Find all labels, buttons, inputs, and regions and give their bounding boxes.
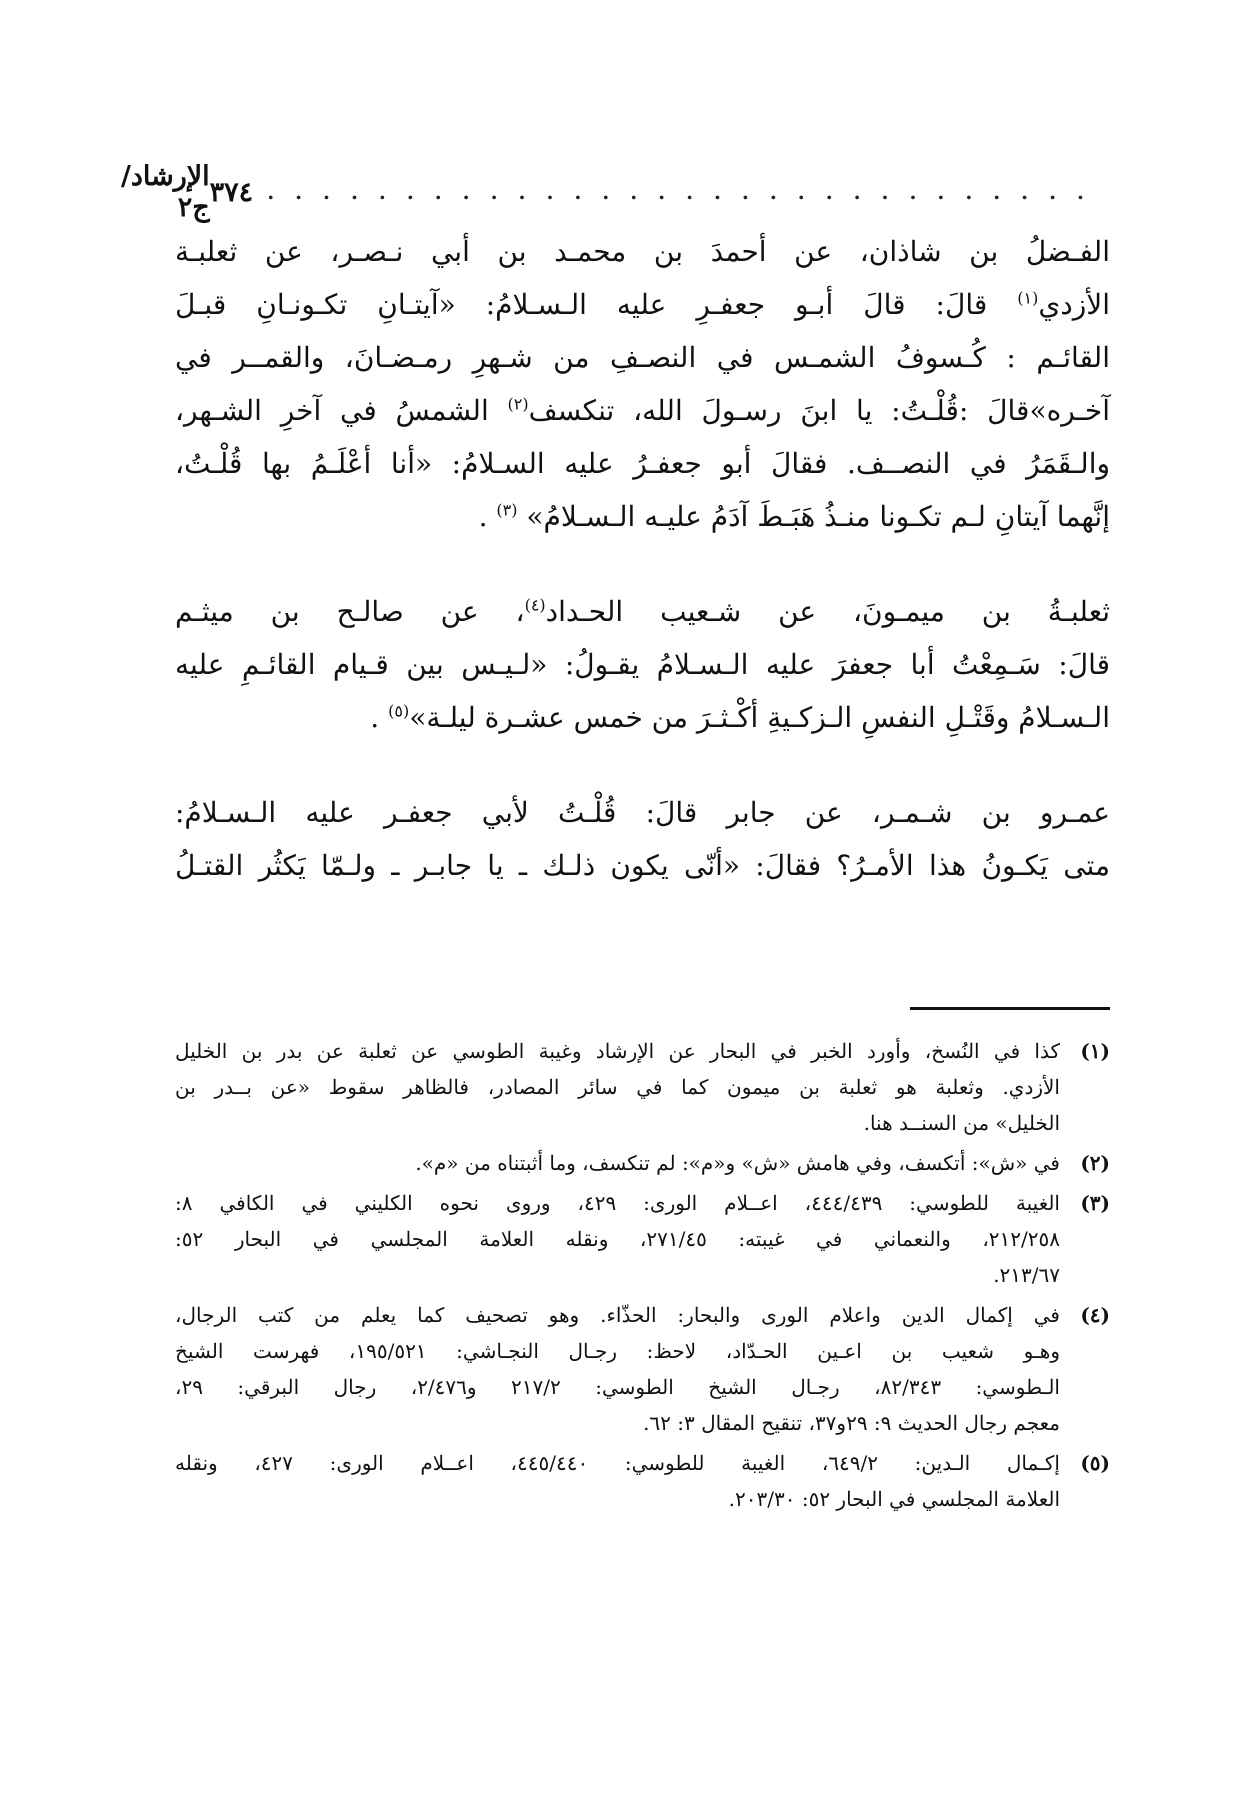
- footnote-line: ٢١٢/٢٥٨، والنعماني في غيبته: ٢٧١/٤٥، ونقله العلامة المجلسي في البحار ٥٢:: [175, 1227, 1060, 1251]
- text-segment: .: [370, 701, 389, 734]
- footnote-number: (٥): [1080, 1451, 1110, 1475]
- text-segment: الـسـلامُ وقَتْـلِ النفسِ الـزكـيةِ أكْـثـرَ من خمس عشـرة ليلـة»: [409, 701, 1110, 734]
- footnote-number: (٢): [1080, 1151, 1110, 1175]
- text-line: والـقَمَرُ في النصــف. فقالَ أبو جعفـرُ عليه السـلامُ: «أنا أعْلَـمُ بها قُلْـتُ،: [175, 447, 1110, 480]
- text-segment: قالَ: قالَ أبـو جعفـرِ عليه الـسـلامُ: «آيتـانِ تكـونـانِ قبـلَ: [175, 288, 988, 321]
- footnote-marker[interactable]: (٥): [388, 701, 410, 721]
- footnote-line: في «ش»: أتكسف، وفي هامش «ش» و«م»: لم تنكسف، وما أثبتناه من «م».: [415, 1151, 1060, 1175]
- footnote-line: إكـمال الـدين: ٦٤٩/٢، الغيبة للطوسي: ٤٤٥/٤٤٠، اعــلام الورى: ٤٢٧، ونقله: [175, 1451, 1060, 1475]
- footnote-line: ٢١٣/٦٧.: [993, 1263, 1060, 1287]
- footnote-number: (١): [1080, 1039, 1110, 1063]
- footnote-marker[interactable]: (١): [1017, 288, 1039, 308]
- footnote-line: معجم رجال الحديث ٩: ٢٩و٣٧، تنقيح المقال ٣: ٦٢.: [643, 1411, 1060, 1435]
- text-segment: ثعلبـةُ بن ميمـونَ، عن شـعيب الحـداد: [545, 595, 1110, 628]
- footnote-marker[interactable]: (٤): [524, 595, 546, 615]
- header-leader-dots: . . . . . . . . . . . . . . . . . . . . . . . . . . . . . .: [267, 180, 1091, 204]
- footnote-line: الأزدي. وثعلبة هو ثعلبة بن ميمون كما في سائر المصادر، فالظاهر سقوط «عن بــدر بن: [175, 1075, 1060, 1099]
- text-segment: الشمسُ في آخرِ الشـهر،: [175, 394, 489, 427]
- footnote-2: [175, 1145, 1110, 1181]
- text-line: [175, 585, 1110, 638]
- text-segment: ، عن صالـح بن ميثـم: [175, 595, 525, 628]
- page-number: ٣٧٤: [209, 176, 254, 208]
- book-title: الإرشاد/ج٢: [120, 161, 210, 223]
- footnote-4: [175, 1297, 1110, 1441]
- footnote-line: في إكمال الدين واعلام الورى والبحار: الحذّاء. وهو تصحيف كما يعلم من كتب الرجال،: [175, 1303, 1060, 1327]
- footnote-number: (٤): [1080, 1303, 1110, 1327]
- text-line: [175, 278, 1110, 331]
- main-text: [175, 225, 1110, 892]
- paragraph-2: [175, 585, 1110, 744]
- footnote-marker[interactable]: (٢): [507, 394, 529, 414]
- paragraph-1: [175, 225, 1110, 543]
- text-line: [175, 384, 1110, 437]
- text-line: القائـم : كُـسوفُ الشمـس في النصـفِ من شـهرِ رمـضـانَ، والقمــر في: [175, 341, 1110, 374]
- footnote-line: الـطوسي: ٨٢/٣٤٣، رجـال الشيخ الطوسي: ٢١٧/٢ و٢/٤٧٦، رجال البرقي: ٢٩،: [175, 1375, 1060, 1399]
- footnote-line: كذا في النُسخ، وأورد الخبر في البحار عن الإرشاد وغيبة الطوسي عن ثعلبة عن بدر بن الخليل: [175, 1039, 1060, 1063]
- text-segment: الأزدي: [1038, 288, 1110, 321]
- footnote-5: [175, 1445, 1110, 1517]
- footnote-marker[interactable]: (٣): [496, 500, 518, 520]
- text-line: متى يَكـونُ هذا الأمـرُ؟ فقالَ: «أنّى يكون ذلـك ـ يا جابـر ـ ولـمّا يَكثُر القتـلُ: [175, 849, 1110, 882]
- paragraph-3: [175, 786, 1110, 892]
- footnote-line: الغيبة للطوسي: ٤٤٤/٤٣٩، اعــلام الورى: ٤٢٩، وروى نحوه الكليني في الكافي ٨:: [175, 1191, 1060, 1215]
- footnote-1: [175, 1033, 1110, 1141]
- text-segment: .: [478, 500, 497, 533]
- text-line: الفـضلُ بن شاذان، عن أحمدَ بن محمـد بن أبي نـصـر، عن ثعلبـة: [175, 235, 1110, 268]
- footnotes: [175, 1033, 1110, 1521]
- text-segment: آخـره»قالَ :قُلْـتُ: يا ابنَ رسـولَ الله، تنكسف: [528, 394, 1110, 427]
- footnote-3: [175, 1185, 1110, 1293]
- text-line: قالَ: سَـمِعْتُ أبا جعفرَ عليه الـسـلامُ يقـولُ: «لـيـس بين قـيام القائـمِ عليه: [175, 648, 1110, 681]
- footnote-line: وهـو شعيب بن اعـين الحـدّاد، لاحظ: رجـال النجـاشي: ١٩٥/٥٢١، فهرست الشيخ: [175, 1339, 1060, 1363]
- footnote-line: الخليل» من السنــد هنا.: [863, 1111, 1060, 1135]
- text-segment: إنَّهما آيتانِ لـم تكـونا منـذُ هَبَـطَ آدَمُ عليـه الـسـلامُ»: [526, 500, 1110, 533]
- running-header: [120, 161, 1105, 223]
- footnote-divider: [910, 1007, 1110, 1010]
- text-line: [175, 691, 1110, 744]
- footnote-number: (٣): [1080, 1191, 1110, 1215]
- text-line: عمـرو بن شـمـر، عن جابر قالَ: قُلْـتُ لأبي جعفـر عليه الـسـلامُ:: [175, 796, 1110, 829]
- footnote-line: العلامة المجلسي في البحار ٥٢: ٢٠٣/٣٠.: [728, 1487, 1060, 1511]
- text-line: [175, 490, 1110, 543]
